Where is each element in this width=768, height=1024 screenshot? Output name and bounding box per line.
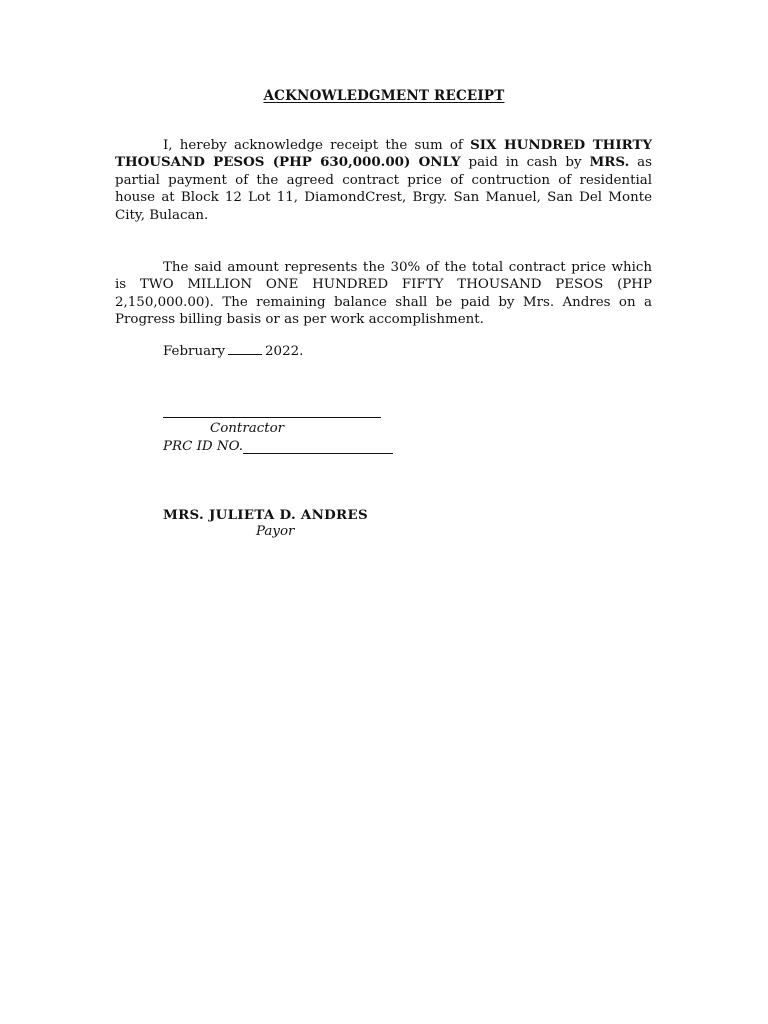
date-year: 2022. <box>265 344 304 359</box>
contractor-signature-line <box>163 417 381 418</box>
payor-label: Payor <box>256 524 295 539</box>
document-title: ACKNOWLEDGMENT RECEIPT <box>263 88 505 104</box>
date-day-blank <box>228 354 262 355</box>
amount-in-words: SIX HUNDRED THIRTY THOUSAND PESOS (PHP 630,000.00) ONLY <box>115 137 653 171</box>
prc-id-line <box>163 439 393 454</box>
paragraph-text-2: paid in cash by <box>460 155 590 171</box>
payer-honorific: MRS. <box>589 154 630 171</box>
prc-id-label: PRC ID NO. <box>163 439 244 454</box>
date-line <box>163 344 303 359</box>
payor-name: MRS. JULIETA D. ANDRES <box>163 507 368 523</box>
receipt-paragraph <box>115 137 652 224</box>
contractor-label: Contractor <box>210 421 285 436</box>
contract-price-paragraph <box>115 259 652 329</box>
contract-price-text: The said amount represents the 30% of the total contract price which is TWO MILLION ONE HUNDRED FIFTY THOUSAND PESOS (PHP 2,150,000.00). The remaining balance shall be paid by Mrs. Andres on a Progress billing basis or as per work accomplishment. <box>115 260 652 328</box>
paragraph-text-3: as partial payment of the agreed contract price of contruction of residential house at Block 12 Lot 11, DiamondCrest, Brgy. San Manuel, San Del Monte City, Bulacan. <box>115 155 652 223</box>
date-month: February <box>163 344 226 359</box>
paragraph-text-1: I, hereby acknowledge receipt the sum of <box>163 138 471 153</box>
prc-id-blank <box>243 439 393 454</box>
